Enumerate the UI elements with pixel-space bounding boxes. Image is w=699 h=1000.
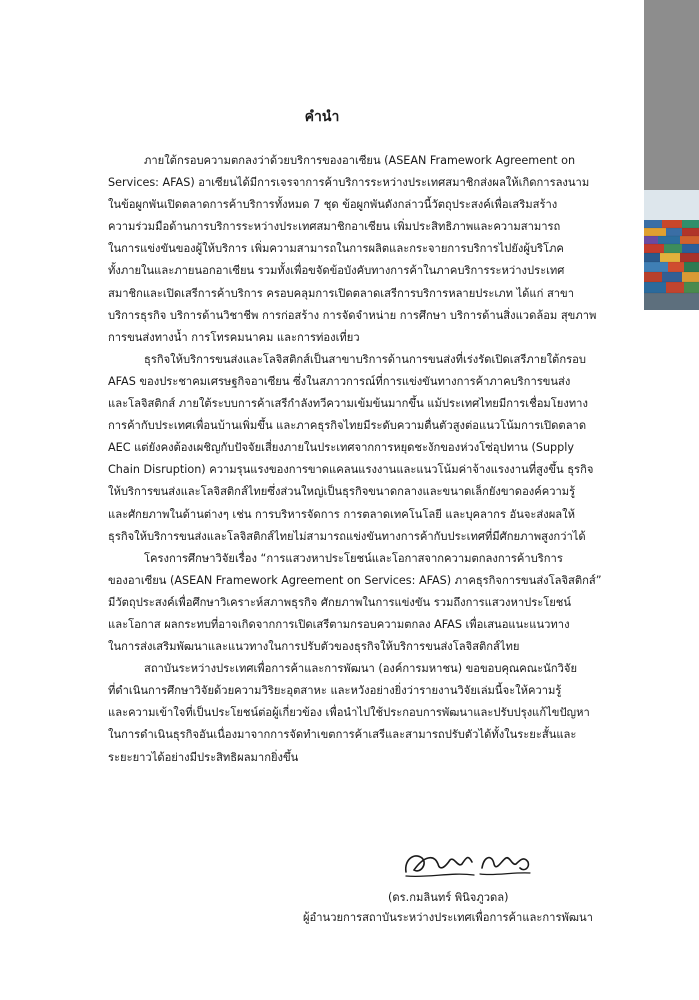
text-line: ในข้อผูกพันเปิดตลาดการค้าบริการทั้งหมด 7 ชุด ข้อผูกพันดังกล่าวนี้วัตถุประสงค์เพื่อเสริมสร้าง [108, 198, 558, 212]
text-line: ที่ดำเนินการศึกษาวิจัยด้วยความวิริยะอุตสาหะ และหวังอย่างยิ่งว่ารายงานวิจัยเล่มนี้จะให้ความรู้ [108, 684, 562, 698]
signer-position: ผู้อำนวยการสถาบันระหว่างประเทศเพื่อการค้าและการพัฒนา [303, 911, 593, 924]
text-line: AFAS ของประชาคมเศรษฐกิจอาเซียน ซึ่งในสภาวการณ์ที่การแข่งขันทางการค้าภาคบริการขนส่ง [108, 374, 571, 388]
text-line: และความเข้าใจที่เป็นประโยชน์ต่อผู้เกี่ยวข้อง เพื่อนำไปใช้ประกอบการพัฒนาและปรับปรุงแก้ไขปัญหา [108, 706, 590, 720]
text-line: และโลจิสติกส์ ภายใต้ระบบการค้าเสรีกำลังทวีความเข้มข้นมากขึ้น แม้ประเทศไทยมีการเชื่อมโยงทาง [108, 397, 588, 411]
text-line: การขนส่งทางน้ำ การโทรคมนาคม และการท่องเที่ยว [108, 330, 360, 344]
text-line: การค้ากับประเทศเพื่อนบ้านเพิ่มขึ้น และภาคธุรกิจไทยมีระดับความตื่นตัวสูงต่อแนวโน้มการเปิดตลาด [108, 419, 587, 433]
text-line: โครงการศึกษาวิจัยเรื่อง “การแสวงหาประโยชน์และโอกาสจากความตกลงการค้าบริการ [144, 551, 563, 565]
paragraph-2 [108, 349, 618, 548]
text-line: ระยะยาวได้อย่างมีประสิทธิผลมากยิ่งขึ้น [108, 750, 299, 764]
handwritten-signature [400, 842, 535, 884]
text-line: สถาบันระหว่างประเทศเพื่อการค้าและการพัฒนา (องค์การมหาชน) ขอขอบคุณคณะนักวิจัย [144, 662, 577, 676]
page-title: คำนำ [304, 109, 340, 125]
paragraph-1 [108, 150, 618, 349]
text-line: ของอาเซียน (ASEAN Framework Agreement on Services: AFAS) ภาคธุรกิจการขนส่งโลจิสติกส์” [108, 573, 602, 587]
text-line: สมาชิกและเปิดเสรีการค้าบริการ ครอบคลุมการเปิดตลาดเสรีการบริการหลายประเภท ได้แก่ สาขา [108, 286, 574, 300]
text-line: Services: AFAS) อาเซียนได้มีการเจรจาการค้าบริการระหว่างประเทศสมาชิกส่งผลให้เกิดการลงนาม [108, 176, 590, 190]
text-line: ให้บริการขนส่งและโลจิสติกส์ไทยซึ่งส่วนใหญ่เป็นธุรกิจขนาดกลางและขนาดเล็กยังขาดองค์ความรู้ [108, 485, 576, 499]
text-line: ธุรกิจให้บริการขนส่งและโลจิสติกส์ไทยไม่สามารถแข่งขันทางการค้ากับประเทศที่มีศักยภาพสูงกว่าได้ [108, 529, 586, 543]
text-line: ในการส่งเสริมพัฒนาและแนวทางในการปรับตัวของธุรกิจให้บริการขนส่งโลจิสติกส์ไทย [108, 640, 520, 654]
text-line: มีวัตถุประสงค์เพื่อศึกษาวิเคราะห์สภาพธุรกิจ ศักยภาพในการแข่งขัน รวมถึงการแสวงหาประโยชน์ [108, 595, 572, 609]
text-line: และโอกาส ผลกระทบที่อาจเกิดจากการเปิดเสรีตามกรอบความตกลง AFAS เพื่อเสนอแนะแนวทาง [108, 617, 570, 631]
text-line: ทั้งภายในและภายนอกอาเซียน รวมทั้งเพื่อขจัดข้อบังคับทางการค้าในภาคบริการระหว่างประเทศ [108, 264, 565, 278]
text-line: ในการแข่งขันของผู้ให้บริการ เพิ่มความสามารถในการผลิตและกระจายการบริการไปยังผู้บริโภค [108, 242, 564, 256]
text-line: บริการธุรกิจ บริการด้านวิชาชีพ การก่อสร้าง การจัดจำหน่าย การศึกษา บริการด้านสิ่งแวดล้อม สุขภาพ [108, 308, 597, 322]
text-line: AEC แต่ยังคงต้องเผชิญกับปัจจัยเสี่ยงภายในประเทศจากการหยุดชะงักของห่วงโซ่อุปทาน (Supply [108, 441, 574, 455]
foreword-body [108, 150, 618, 769]
text-line: ภายใต้กรอบความตกลงว่าด้วยบริการของอาเซียน (ASEAN Framework Agreement on [144, 154, 576, 167]
signer-name: (ดร.กมลินทร์ พินิจภูวดล) [388, 891, 509, 904]
text-line: ธุรกิจให้บริการขนส่งและโลจิสติกส์เป็นสาขาบริการด้านการขนส่งที่เร่งรัดเปิดเสรีภายใต้กรอบ [144, 352, 586, 366]
text-line: ความร่วมมือด้านการบริการระหว่างประเทศสมาชิกอาเซียน เพิ่มประสิทธิภาพและความสามารถ [108, 220, 561, 234]
text-line: และศักยภาพในด้านต่างๆ เช่น การบริหารจัดการ การตลาดเทคโนโลยี และบุคลากร อันจะส่งผลให้ [108, 507, 575, 521]
side-gray-block [644, 0, 699, 190]
side-decoration-band [644, 0, 699, 1000]
paragraph-3 [108, 548, 618, 658]
text-line: Chain Disruption) ความรุนแรงของการขาดแคลนแรงงานและแนวโน้มค่าจ้างแรงงานที่สูงขึ้น ธุรกิจ [108, 463, 594, 477]
text-line: ในการดำเนินธุรกิจอันเนื่องมาจากการจัดทำเขตการค้าเสรีและสามารถปรับตัวได้ทั้งในระยะสั้นและ [108, 728, 577, 742]
paragraph-4 [108, 658, 618, 768]
shipping-containers-image [644, 190, 699, 310]
